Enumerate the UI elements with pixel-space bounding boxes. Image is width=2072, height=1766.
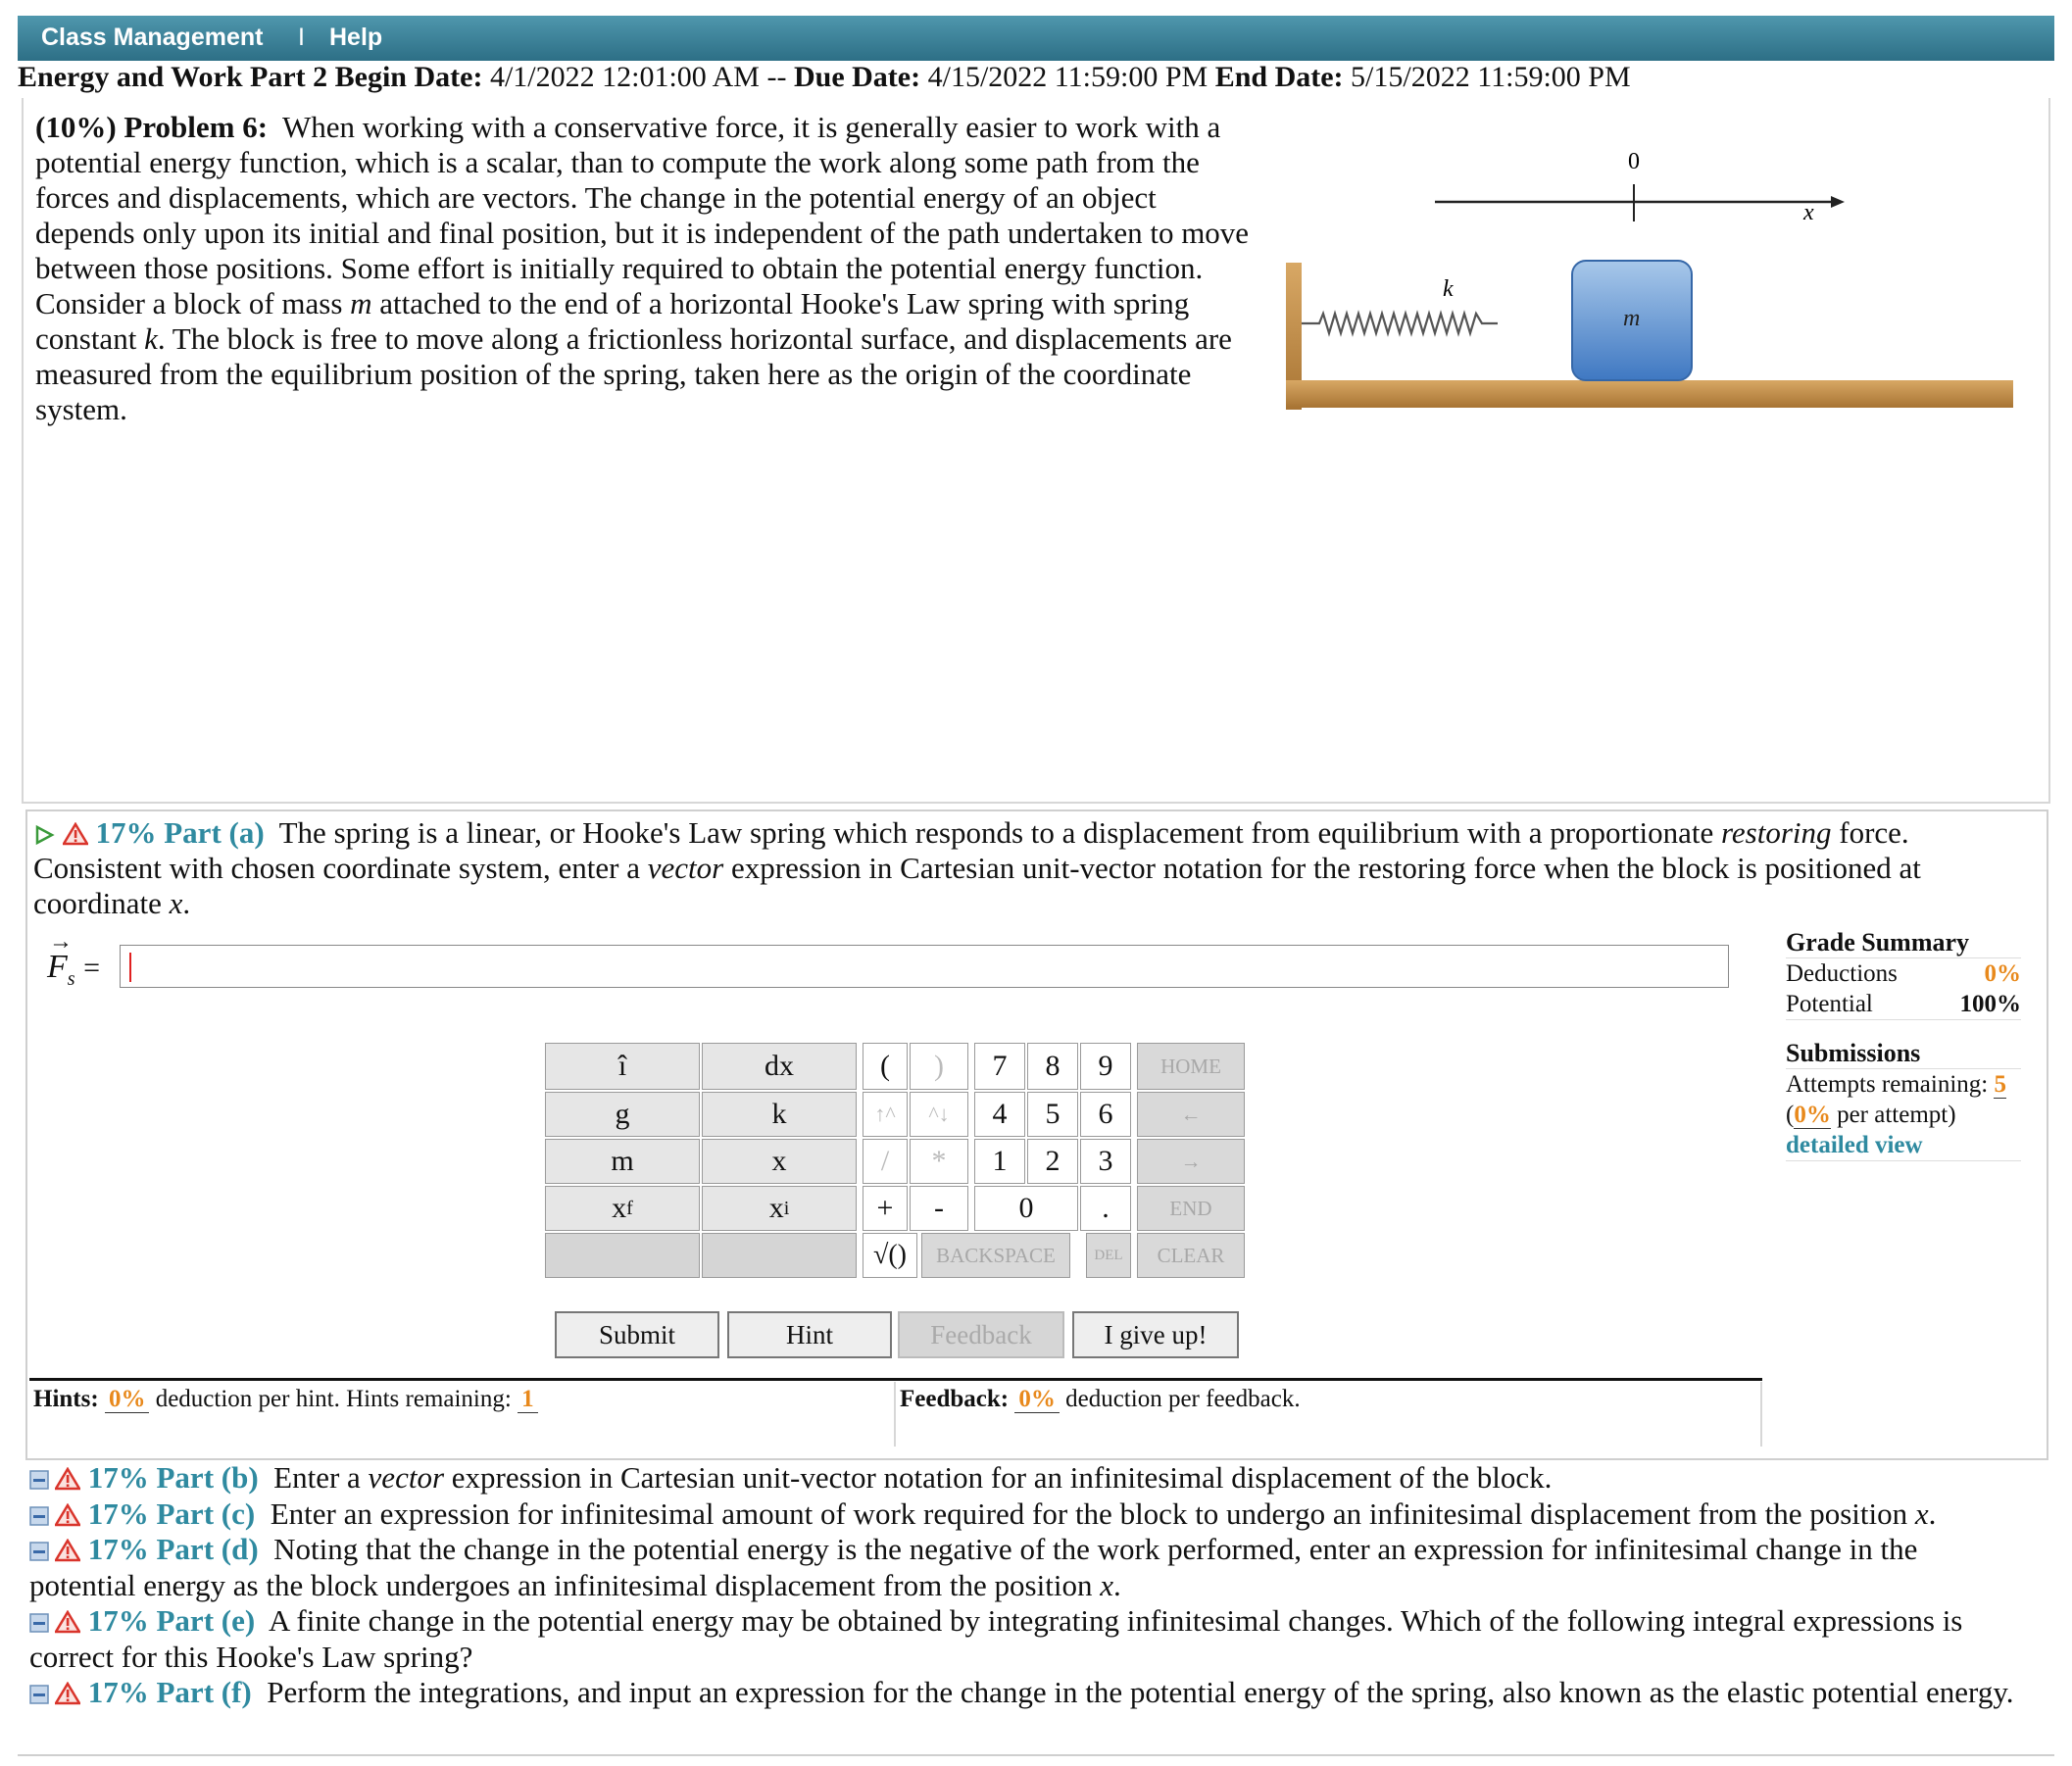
part-a-vector: vector [647,851,724,885]
part-e-percent: 17% [87,1603,149,1638]
key-x-f[interactable] [545,1186,700,1231]
page-bottom-border [18,1754,2054,1756]
help-link[interactable]: Help [329,24,383,51]
collapsed-part-icon[interactable] [29,1542,49,1561]
warning-icon [55,1539,80,1562]
warning-icon [63,822,88,846]
part-e-item[interactable] [29,1603,2029,1675]
x-axis-arrow [1831,196,1845,208]
part-d-percent: 17% [87,1532,149,1566]
key-backspace[interactable]: BACKSPACE [921,1233,1070,1278]
answer-equals: = [83,952,100,984]
begin-date-value: 4/1/2022 12:01:00 AM -- [489,61,787,93]
answer-input[interactable] [120,945,1729,988]
part-f-label: Part (f) [156,1675,252,1709]
feedback-percent: 0% [1014,1386,1060,1413]
part-b-pre: Enter a [273,1460,361,1495]
potential-value: 100% [1959,991,2021,1017]
part-b-item[interactable] [29,1460,2029,1496]
part-a-end: . [182,886,191,920]
part-d-item[interactable] [29,1532,2029,1603]
key-power-down[interactable]: ^↓ [910,1092,968,1137]
key-i-hat[interactable]: î [545,1043,700,1090]
warning-icon [55,1467,80,1491]
end-date-value: 5/15/2022 11:59:00 PM [1351,61,1631,93]
key-dx[interactable]: dx [702,1043,857,1090]
give-up-button[interactable]: I give up! [1072,1311,1239,1358]
key-x-i-sub: i [783,1197,790,1219]
deductions-label: Deductions [1786,960,1898,987]
spring [1302,314,1498,333]
hints-remaining: 1 [518,1386,538,1413]
hints-percent: 0% [105,1386,150,1413]
expand-arrow-icon[interactable] [33,824,55,846]
key-0[interactable]: 0 [974,1186,1078,1231]
collapsed-part-icon[interactable] [29,1613,49,1633]
part-d-label: Part (d) [156,1532,259,1566]
part-e-label: Part (e) [156,1603,256,1638]
part-c-item[interactable] [29,1496,2029,1533]
problem-label: Problem 6: [123,110,269,144]
key-plus[interactable]: + [863,1186,908,1231]
answer-symbol: F [47,949,68,985]
part-c-em: x [1914,1496,1929,1531]
part-a-x: x [169,886,183,920]
key-home[interactable]: HOME [1137,1043,1245,1090]
key-1[interactable]: 1 [974,1139,1025,1184]
part-d-em: x [1100,1567,1113,1602]
key-power-up[interactable]: ↑^ [863,1092,908,1137]
key-7[interactable]: 7 [974,1043,1025,1090]
part-c-pre: Enter an expression for infinitesimal amount of work required for the block to undergo an infinitesimal displacement from the position [270,1496,1908,1531]
problem-statement [35,110,1251,427]
part-a-text-1: The spring is a linear, or Hooke's Law spring which responds to a displacement from equilibrium with a proportionate [278,815,1714,850]
key-dot[interactable]: . [1080,1186,1131,1231]
key-3[interactable]: 3 [1080,1139,1131,1184]
key-rparen[interactable]: ) [910,1043,968,1090]
hints-label: Hints: [33,1386,99,1412]
part-c-label: Part (c) [156,1496,256,1531]
part-a-text-3: expression in Cartesian unit-vector notation for the restoring force when the block is positioned at coordinate [33,851,1921,920]
part-b-percent: 17% [87,1460,149,1495]
part-f-pre: Perform the integrations, and input an expression for the change in the potential energy of the spring, also known as the elastic potential energy. [267,1675,2014,1709]
other-parts-list [29,1460,2029,1711]
key-9[interactable]: 9 [1080,1043,1131,1090]
class-management-link[interactable]: Class Management [41,24,264,51]
attempts-label: Attempts remaining: [1786,1071,1989,1098]
warning-icon [55,1682,80,1705]
per-attempt-text: per attempt) [1837,1102,1956,1128]
feedback-label: Feedback: [900,1386,1010,1412]
part-a-label: Part (a) [164,815,265,850]
assignment-title: Energy and Work Part 2 [18,61,328,93]
block-label: m [1623,306,1641,331]
part-d-pre: Noting that the change in the potential energy is the negative of the work performed, enter an expression for infinitesimal change in the potential energy as the block undergoes an infinitesimal displacement from the position [29,1532,1918,1602]
hints-feedback-divider [894,1382,896,1447]
due-date-value: 4/15/2022 11:59:00 PM [927,61,1209,93]
feedback-text: deduction per feedback. [1065,1386,1301,1412]
submissions-title: Submissions [1786,1038,2021,1069]
problem-text-3: . The block is free to move along a frictionless horizontal surface, and displacements are measured from the equilibrium position of the spring, taken here as the origin of the coordinate system. [35,321,1232,426]
feedback-info [900,1386,1301,1413]
problem-weight: (10%) [35,110,117,144]
attempts-row [1786,1069,2021,1100]
spring-block-figure [1274,129,2019,423]
part-c-post: . [1928,1496,1937,1531]
key-x[interactable]: x [702,1139,857,1184]
x-axis-label: x [1803,200,1814,225]
part-c-percent: 17% [87,1496,149,1531]
nav-separator: I [298,24,305,51]
deductions-row [1786,958,2021,989]
attempts-value: 5 [1994,1071,2006,1098]
key-sqrt[interactable]: √() [863,1233,917,1278]
collapsed-part-icon[interactable] [29,1506,49,1526]
answer-subscript: s [67,967,75,990]
hints-text: deduction per hint. Hints remaining: [155,1386,512,1412]
part-e-pre: A finite change in the potential energy may be obtained by integrating infinitesimal changes. Which of the following integral expressions is correct for this Hooke's Law spring? [29,1603,1963,1674]
feedback-button[interactable]: Feedback [898,1311,1064,1358]
key-k[interactable]: k [702,1092,857,1137]
key-8[interactable]: 8 [1027,1043,1078,1090]
begin-date-label: Begin Date: [334,61,483,93]
detailed-view-link[interactable]: detailed view [1786,1130,2021,1161]
potential-row [1786,989,2021,1020]
part-a-statement [33,815,2013,921]
key-m[interactable]: m [545,1139,700,1184]
hints-info [33,1386,538,1413]
part-b-post: expression in Cartesian unit-vector notation for an infinitesimal displacement of the block. [451,1460,1553,1495]
key-x-i-base: x [768,1192,784,1224]
part-f-percent: 17% [87,1675,149,1709]
key-4[interactable]: 4 [974,1092,1025,1137]
part-a-text-2: force. Consistent with chosen coordinate system, enter a [33,815,1909,885]
key-g[interactable]: g [545,1092,700,1137]
part-b-em: vector [368,1460,445,1495]
potential-label: Potential [1786,991,1873,1017]
floor [1286,380,2013,408]
key-clear[interactable]: CLEAR [1137,1233,1245,1278]
assignment-dates [18,61,1631,94]
part-a-percent: 17% [95,815,157,850]
feedback-right-border [1760,1382,1762,1447]
spring-label: k [1443,276,1454,302]
part-a-restoring: restoring [1720,815,1832,850]
end-date-label: End Date: [1214,61,1344,93]
hint-button[interactable]: Hint [727,1311,892,1358]
submit-button[interactable]: Submit [555,1311,719,1358]
spring-constant-symbol: k [144,321,158,356]
grade-summary-title: Grade Summary [1786,927,2021,958]
problem-text-1: When working with a conservative force, it is generally easier to work with a potential energy function, which is a scalar, than to compute the work along some path from the forces and displacements, which are vectors. The change in the potential energy of an object depends only upon its initial and final position, but it is independent of the path undertaken to move between those positions. Some effort is initially required to obtain the potential energy function. Consider a block of mass [35,110,1250,320]
origin-label: 0 [1628,149,1640,174]
key-x-i[interactable] [702,1186,857,1231]
mass-symbol: m [350,286,372,320]
deductions-value: 0% [1984,960,2021,987]
key-x-f-base: x [612,1192,627,1224]
per-attempt-row [1786,1100,2021,1130]
key-blank-2 [702,1233,857,1278]
warning-icon [55,1610,80,1634]
text-cursor [129,953,131,982]
key-multiply[interactable]: * [910,1139,968,1184]
key-right[interactable]: → [1137,1139,1245,1184]
top-nav-bar [18,16,2054,61]
part-d-post: . [1112,1567,1121,1602]
key-6[interactable]: 6 [1080,1092,1131,1137]
key-end[interactable]: END [1137,1186,1245,1231]
collapsed-part-icon[interactable] [29,1685,49,1704]
key-5[interactable]: 5 [1027,1092,1078,1137]
key-divide[interactable]: / [863,1139,908,1184]
part-f-item[interactable] [29,1675,2029,1711]
key-blank-1 [545,1233,700,1278]
per-attempt-value: 0% [1794,1102,1831,1128]
grade-summary [1786,927,2021,1161]
per-attempt-open: ( [1786,1102,1795,1128]
key-2[interactable]: 2 [1027,1139,1078,1184]
key-del[interactable]: DEL [1086,1233,1131,1278]
key-minus[interactable]: - [910,1186,968,1231]
collapsed-part-icon[interactable] [29,1470,49,1490]
due-date-label: Due Date: [793,61,921,93]
problem-text-2: attached to the end of a horizontal Hooke's Law spring with spring constant [35,286,1190,356]
key-left[interactable]: ← [1137,1092,1245,1137]
key-lparen[interactable]: ( [863,1043,908,1090]
part-b-label: Part (b) [156,1460,259,1495]
key-x-f-sub: f [626,1197,633,1219]
answer-label: → $F_s$ = [47,929,100,990]
warning-icon [55,1503,80,1527]
